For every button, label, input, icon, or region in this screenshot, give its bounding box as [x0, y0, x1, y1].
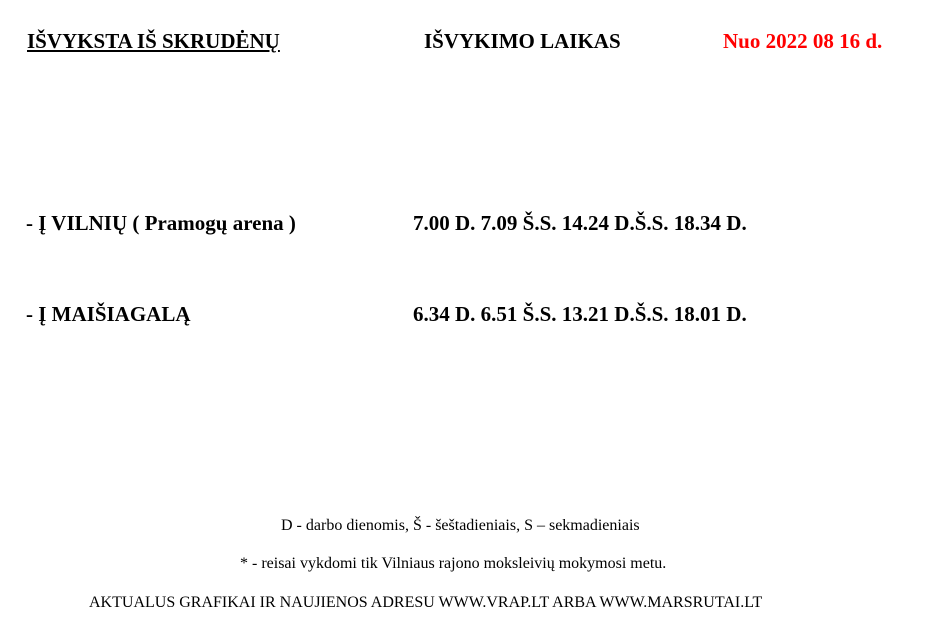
school-note: * - reisai vykdomi tik Vilniaus rajono moksleivių mokymosi metu.	[240, 555, 667, 572]
website-note: AKTUALUS GRAFIKAI IR NAUJIENOS ADRESU WWW.VRAP.LT ARBA WWW.MARSRUTAI.LT	[89, 594, 763, 611]
legend-note: D - darbo dienomis, Š - šeštadieniais, S – sekmadieniais	[281, 517, 640, 534]
route-times-maisiagala: 6.34 D. 6.51 Š.S. 13.21 D.Š.S. 18.01 D.	[413, 302, 747, 326]
departure-time-heading: IŠVYKIMO LAIKAS	[424, 29, 621, 53]
route-destination-vilnius: - Į VILNIŲ ( Pramogų arena )	[26, 211, 296, 235]
departure-from-heading: IŠVYKSTA IŠ SKRUDĖNŲ	[27, 29, 280, 53]
route-times-vilnius: 7.00 D. 7.09 Š.S. 14.24 D.Š.S. 18.34 D.	[413, 211, 747, 235]
route-destination-maisiagala: - Į MAIŠIAGALĄ	[26, 302, 191, 326]
valid-from-date: Nuo 2022 08 16 d.	[723, 29, 883, 53]
